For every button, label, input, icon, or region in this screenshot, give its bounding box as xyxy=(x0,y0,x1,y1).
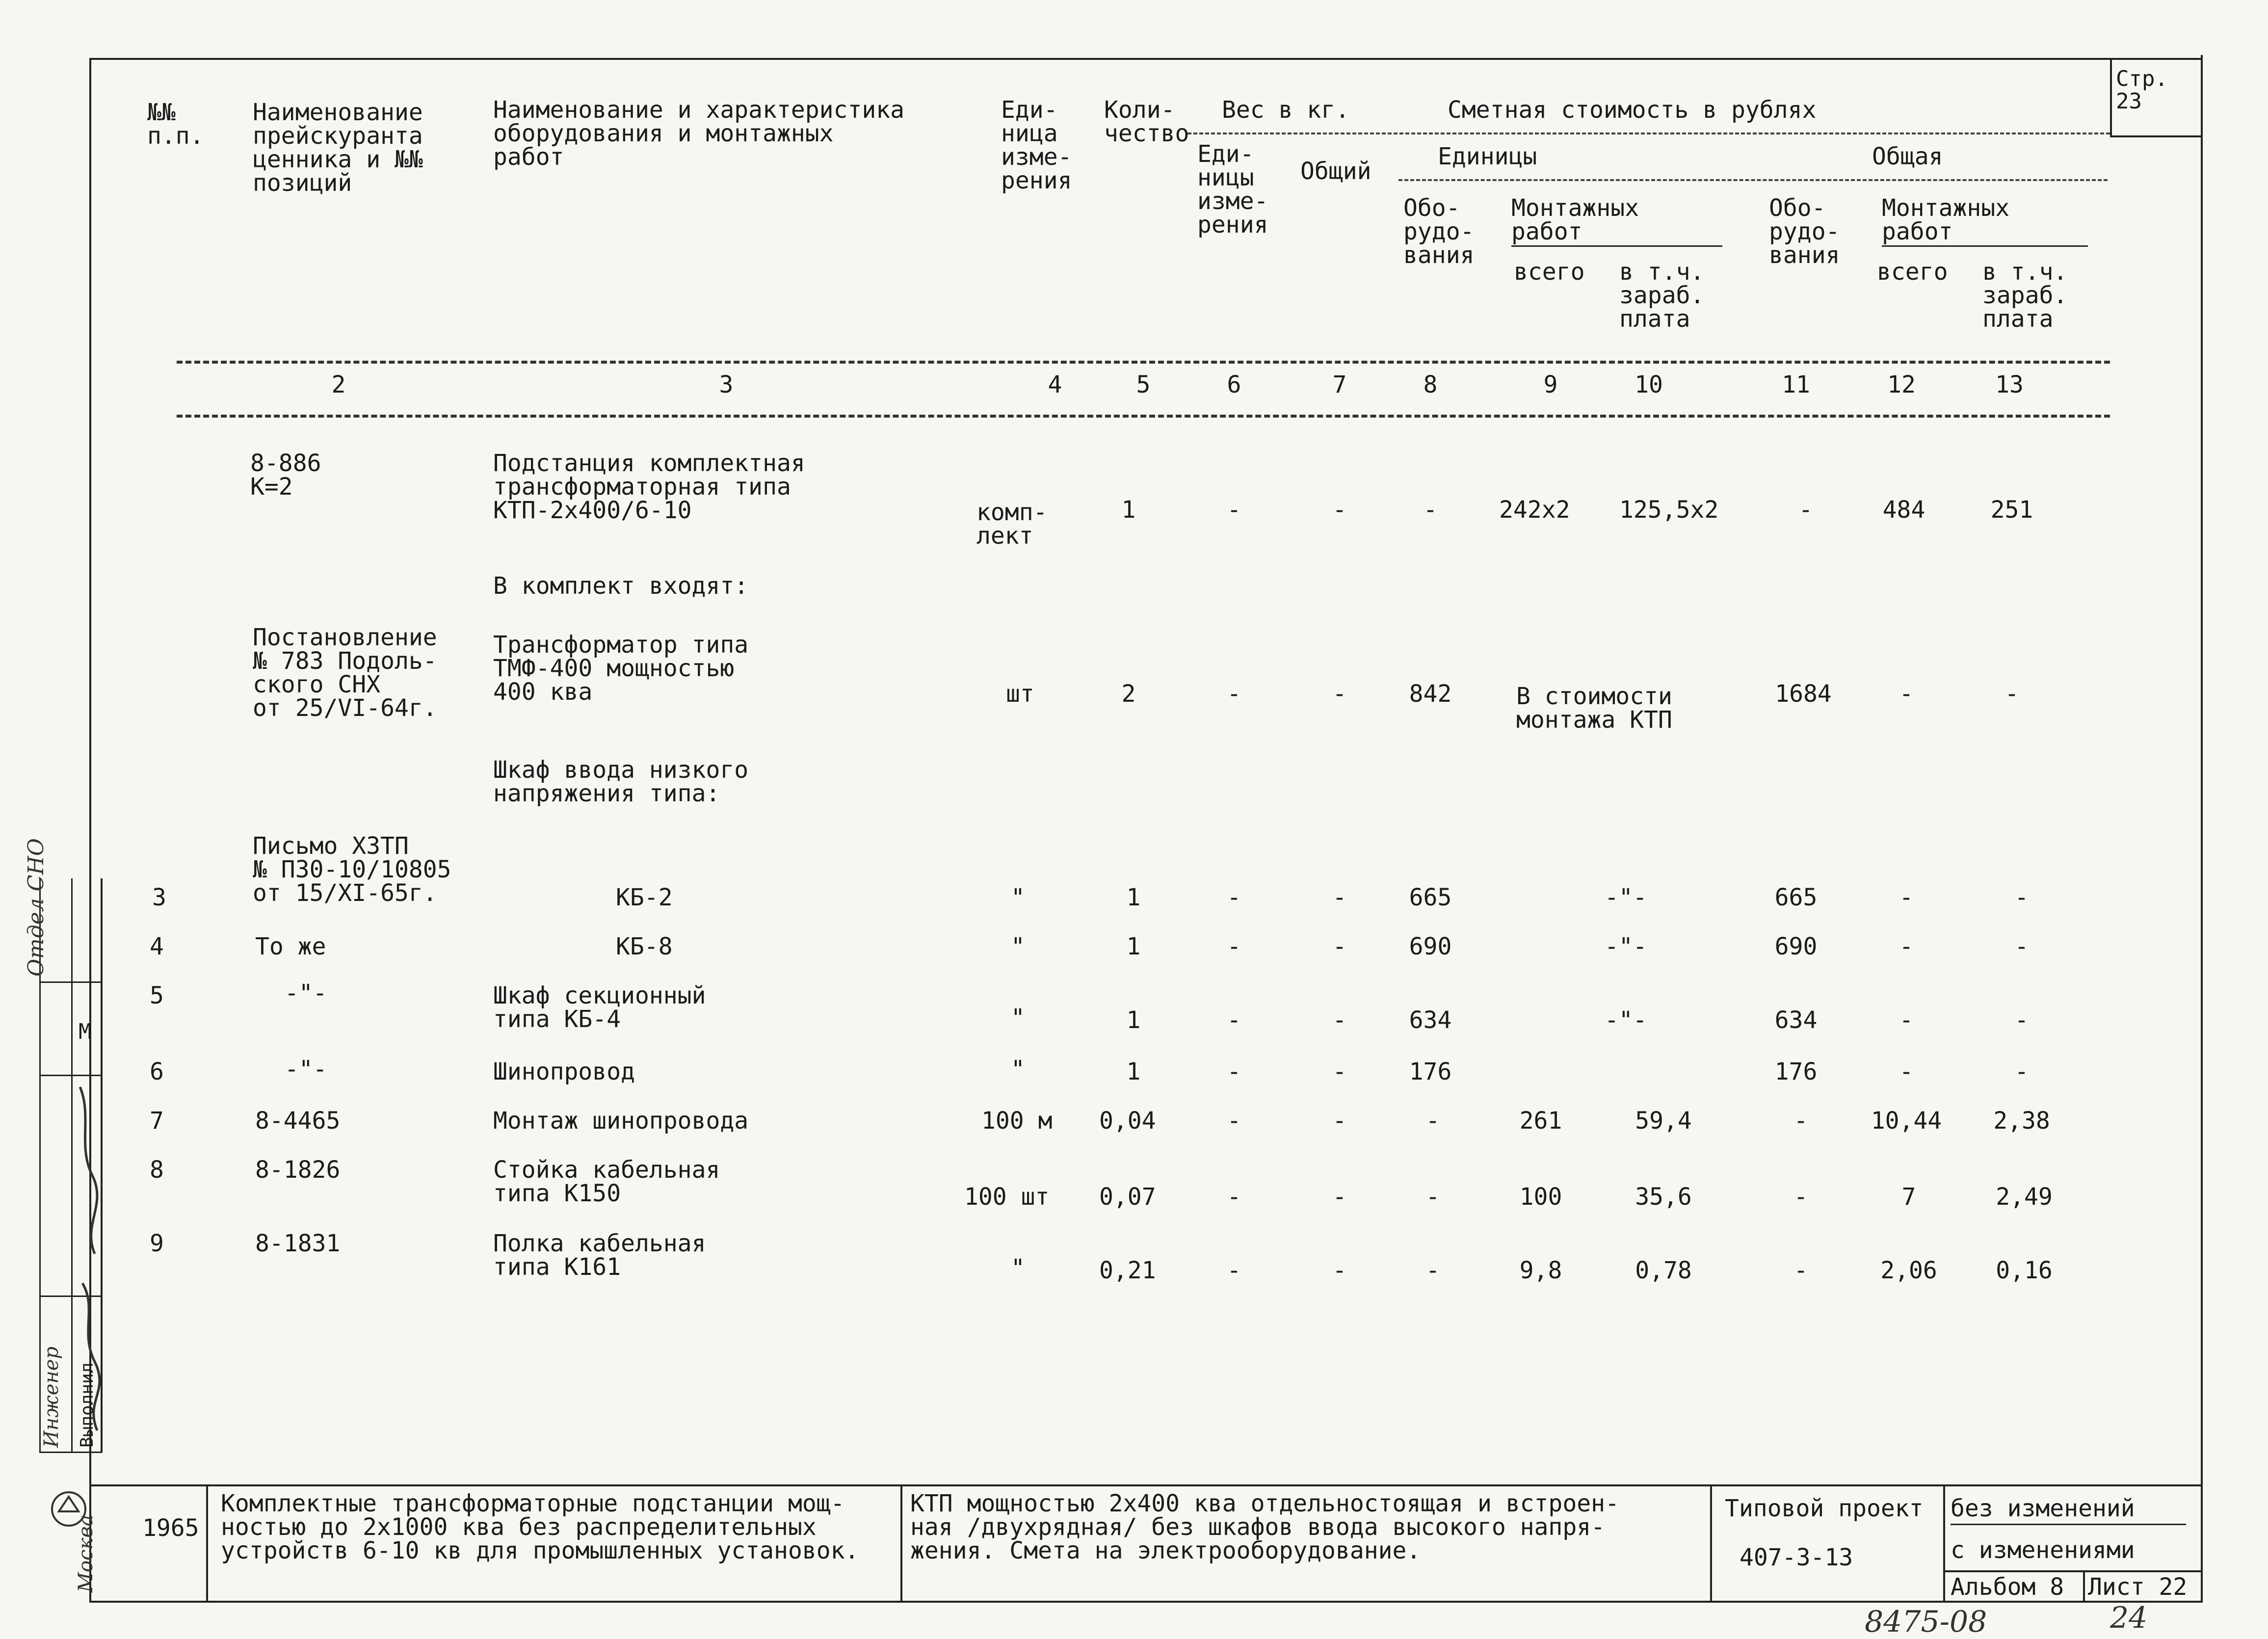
row-weight-unit: - xyxy=(1227,680,1241,708)
header-unit-montage-underline xyxy=(1511,245,1722,247)
row-total-equipment: - xyxy=(1793,1257,1808,1284)
footer-divider-album xyxy=(2083,1570,2085,1601)
footer-title: Комплектные трансформаторные подстанции мощ- ностью до 2х1000 ква без распределительных устройств 6-10 кв для промышленных установок. xyxy=(221,1490,859,1564)
row-total-equipment: 634 xyxy=(1774,1006,1818,1034)
col-number-6: 6 xyxy=(1227,371,1241,398)
row-code: -"- xyxy=(285,979,327,1007)
header-col-no: №№ п.п. xyxy=(147,99,204,150)
row-number: 3 xyxy=(152,884,166,911)
side-stamp-signatures xyxy=(73,1077,107,1450)
row-name: Трансформатор типа ТМФ-400 мощностью 400 ква xyxy=(493,631,749,706)
handwritten-page-number: 24 xyxy=(2110,1601,2148,1635)
row-weight-unit: - xyxy=(1227,1058,1241,1085)
row-unit: " xyxy=(1011,1004,1025,1031)
row-unit: " xyxy=(1011,884,1025,911)
row-unit-equipment: 665 xyxy=(1409,884,1452,911)
row-total-equipment: 690 xyxy=(1774,933,1818,960)
row-weight-unit: - xyxy=(1227,1006,1241,1034)
col-number-4: 4 xyxy=(1048,371,1062,398)
row-number: 8 xyxy=(150,1156,164,1184)
header-total-group: Общая xyxy=(1872,143,1943,170)
footer-album-line xyxy=(1943,1570,2203,1572)
header-weight-unit: Еди- ницы изме- рения xyxy=(1197,140,1268,238)
row-name: Шинопровод xyxy=(493,1058,635,1085)
row-unit: 100 шт xyxy=(964,1183,1050,1211)
footer-album: Альбом 8 xyxy=(1951,1573,2064,1601)
row-weight-unit: - xyxy=(1227,1183,1241,1211)
row-number: 5 xyxy=(150,982,164,1009)
header-total-montage: Монтажных работ xyxy=(1882,194,2010,245)
row-unit-montage-wages: 125,5х2 xyxy=(1619,496,1719,524)
row-code: 8-1831 xyxy=(255,1230,341,1257)
row-unit-equipment: 690 xyxy=(1409,933,1452,960)
row-total-equipment: 1684 xyxy=(1775,680,1832,708)
page-number: Стр. 23 xyxy=(2116,66,2168,114)
footer-no-changes-underline xyxy=(1951,1524,2186,1525)
row-weight-unit: - xyxy=(1227,496,1241,524)
footer-with-changes: с изменениями xyxy=(1951,1536,2135,1564)
header-dash-line-1 xyxy=(1187,132,2110,134)
row-weight-total: - xyxy=(1332,1107,1347,1135)
page-box-bottom xyxy=(2110,135,2203,137)
row-total-equipment: - xyxy=(1793,1183,1808,1211)
row-total-montage-wages: - xyxy=(2014,1006,2029,1034)
page-box-left xyxy=(2110,58,2112,135)
row-weight-total: - xyxy=(1332,680,1347,708)
header-total-montage-underline xyxy=(1882,245,2088,247)
side-stamp-name: Инженер xyxy=(40,1347,63,1448)
row-weight-unit: - xyxy=(1227,1107,1241,1135)
row-total-montage-wages: 2,38 xyxy=(1993,1107,2050,1135)
row-qty: 1 xyxy=(1126,1058,1141,1085)
header-total-wages: в т.ч. зараб. плата xyxy=(1982,258,2068,333)
row-unit: комп- лект xyxy=(976,499,1048,550)
header-total-all: всего xyxy=(1877,258,1948,286)
footer-divider-year xyxy=(206,1484,208,1602)
row-weight-unit: - xyxy=(1227,1257,1241,1284)
header-unit-montage: Монтажных работ xyxy=(1511,194,1639,245)
header-dash-line-2 xyxy=(1398,179,2108,181)
col-number-7: 7 xyxy=(1332,371,1347,398)
row-weight-total: - xyxy=(1332,496,1347,524)
row-code: -"- xyxy=(285,1056,327,1083)
row-total-montage-wages: 2,49 xyxy=(1996,1183,2053,1211)
row-weight-total: - xyxy=(1332,1058,1347,1085)
row-unit-montage-wages: -"- xyxy=(1605,1006,1647,1034)
row-code: Постановление № 783 Подоль- ского СНХ от 25/VI-64г. xyxy=(253,624,437,722)
col-number-13: 13 xyxy=(1995,371,2024,398)
row-total-montage-all: 2,06 xyxy=(1880,1257,1937,1284)
col-number-9: 9 xyxy=(1543,371,1558,398)
row-unit-montage-all: 100 xyxy=(1519,1183,1562,1211)
row-unit: 100 м xyxy=(981,1107,1053,1135)
footer-description: КТП мощностью 2х400 ква отдельностоящая и встроен- ная /двухрядная/ без шкафов ввода высокого напря- жения. Смета на электрооборудование. xyxy=(910,1490,1619,1564)
col-number-2: 2 xyxy=(331,371,346,398)
row-qty: 0,04 xyxy=(1099,1107,1156,1135)
row-weight-total: - xyxy=(1332,1257,1347,1284)
row-total-montage-all: - xyxy=(1899,884,1914,911)
header-weight-total: Общий xyxy=(1300,158,1371,185)
row-qty: 1 xyxy=(1121,496,1136,524)
row-total-montage-wages: - xyxy=(2014,1058,2029,1085)
header-separator-top xyxy=(177,361,2110,364)
row-unit-montage-all: 242х2 xyxy=(1499,496,1570,524)
side-stamp-row-4 xyxy=(39,1452,102,1453)
row-name: Монтаж шинопровода xyxy=(493,1107,749,1135)
row-qty: 0,21 xyxy=(1099,1257,1156,1284)
col-number-8: 8 xyxy=(1423,371,1438,398)
row-unit-montage-wages: -"- xyxy=(1605,884,1647,911)
row-number: 4 xyxy=(150,933,164,960)
row-total-montage-all: 10,44 xyxy=(1871,1107,1942,1135)
col-number-11: 11 xyxy=(1782,371,1810,398)
side-stamp-row-1 xyxy=(39,981,102,983)
row-unit: шт xyxy=(1006,680,1034,708)
row-name: КБ-8 xyxy=(616,933,673,960)
side-stamp-row-2 xyxy=(39,1075,102,1076)
row-total-montage-all: - xyxy=(1899,680,1914,708)
row-unit-equipment: 842 xyxy=(1409,680,1452,708)
row-name: Шкаф секционный типа КБ-4 xyxy=(493,982,706,1033)
footer-divider-desc xyxy=(1710,1484,1712,1602)
row-number: 9 xyxy=(150,1230,164,1257)
handwritten-archive-number: 8475-08 xyxy=(1865,1605,1987,1639)
row-name: Стойка кабельная типа К150 xyxy=(493,1156,720,1207)
row-unit: " xyxy=(1011,1056,1025,1083)
footer-sheet: Лист 22 xyxy=(2088,1573,2188,1601)
row-unit-montage-wages: -"- xyxy=(1605,933,1647,960)
row-unit-equipment: - xyxy=(1425,1257,1440,1284)
row-total-montage-wages: 0,16 xyxy=(1996,1257,2053,1284)
footer-divider-title xyxy=(900,1484,902,1602)
row-weight-total: - xyxy=(1332,1006,1347,1034)
row-total-montage-wages: - xyxy=(2014,884,2029,911)
row-unit-equipment: - xyxy=(1425,1107,1440,1135)
row-total-montage-wages: - xyxy=(2004,680,2019,708)
header-col-name: Наименование и характеристика оборудования и монтажных работ xyxy=(493,96,905,171)
row-total-montage-all: - xyxy=(1899,933,1914,960)
row-unit: " xyxy=(1011,933,1025,960)
side-stamp-m: М xyxy=(79,1019,92,1044)
footer-city: Москва xyxy=(75,1514,97,1592)
row-code: Письмо ХЗТП № П30-10/10805 от 15/XI-65г. xyxy=(253,832,451,907)
row-name: КБ-2 xyxy=(616,884,673,911)
frame-top-border xyxy=(89,58,2203,60)
row-qty: 1 xyxy=(1126,933,1141,960)
header-unit-equipment: Обо- рудо- вания xyxy=(1403,194,1475,269)
footer-year: 1965 xyxy=(142,1514,199,1542)
row-unit-montage-wages: 35,6 xyxy=(1635,1183,1692,1211)
row-unit-equipment: - xyxy=(1423,496,1438,524)
row-total-equipment: 665 xyxy=(1774,884,1818,911)
row-name: Шкаф ввода низкого напряжения типа: xyxy=(493,756,749,807)
footer-no-changes: без изменений xyxy=(1951,1495,2135,1522)
frame-right-border xyxy=(2201,55,2203,1602)
row-name: В комплект входят: xyxy=(493,572,749,600)
header-unit-wages: в т.ч. зараб. плата xyxy=(1619,258,1705,333)
row-qty: 0,07 xyxy=(1099,1183,1156,1211)
row-total-equipment: - xyxy=(1793,1107,1808,1135)
row-qty: 1 xyxy=(1126,884,1141,911)
row-unit-montage-all: 9,8 xyxy=(1519,1257,1562,1284)
row-total-montage-all: 484 xyxy=(1882,496,1925,524)
row-weight-total: - xyxy=(1332,1183,1347,1211)
row-weight-unit: - xyxy=(1227,933,1241,960)
row-unit-montage-all: 261 xyxy=(1519,1107,1562,1135)
row-name: Полка кабельная типа К161 xyxy=(493,1230,706,1281)
row-unit: " xyxy=(1011,1254,1025,1282)
header-col-qty: Коли- чество xyxy=(1104,96,1189,147)
col-number-3: 3 xyxy=(719,371,734,398)
header-cost-group: Сметная стоимость в рублях xyxy=(1448,96,1817,124)
header-unit-group: Единицы xyxy=(1438,143,1537,170)
row-number: 7 xyxy=(150,1107,164,1135)
header-col-unit: Еди- ница изме- рения xyxy=(1001,96,1072,194)
row-total-equipment: - xyxy=(1798,496,1813,524)
col-number-5: 5 xyxy=(1136,371,1151,398)
footer-project-number: 407-3-13 xyxy=(1740,1544,1853,1571)
row-total-montage-all: - xyxy=(1899,1006,1914,1034)
row-unit-montage-all: В стоимости монтажа КТП xyxy=(1516,683,1672,734)
header-separator-bottom xyxy=(177,415,2110,418)
row-total-equipment: 176 xyxy=(1774,1058,1818,1085)
row-weight-unit: - xyxy=(1227,884,1241,911)
row-total-montage-all: - xyxy=(1899,1058,1914,1085)
row-unit-montage-wages: 59,4 xyxy=(1635,1107,1692,1135)
col-number-10: 10 xyxy=(1635,371,1663,398)
row-number: 6 xyxy=(150,1058,164,1085)
header-col-pricelist: Наименование прейскуранта ценника и №№ позиций xyxy=(253,99,423,197)
header-unit-all: всего xyxy=(1514,258,1585,286)
row-qty: 1 xyxy=(1126,1006,1141,1034)
row-code: То же xyxy=(255,933,326,960)
footer-project-label: Типовой проект xyxy=(1725,1495,1924,1522)
footer-top-border xyxy=(89,1484,2203,1486)
row-unit-montage-wages: 0,78 xyxy=(1635,1257,1692,1284)
row-total-montage-wages: - xyxy=(2014,933,2029,960)
row-unit-equipment: 176 xyxy=(1409,1058,1452,1085)
row-code: 8-1826 xyxy=(255,1156,341,1184)
row-weight-total: - xyxy=(1332,884,1347,911)
header-total-equipment: Обо- рудо- вания xyxy=(1769,194,1840,269)
row-total-montage-all: 7 xyxy=(1901,1183,1916,1211)
row-weight-total: - xyxy=(1332,933,1347,960)
col-number-12: 12 xyxy=(1887,371,1916,398)
row-unit-equipment: 634 xyxy=(1409,1006,1452,1034)
header-weight-group: Вес в кг. xyxy=(1222,96,1350,124)
row-total-montage-wages: 251 xyxy=(1990,496,2033,524)
row-unit-equipment: - xyxy=(1425,1183,1440,1211)
row-qty: 2 xyxy=(1121,680,1136,708)
row-code: 8-886 К=2 xyxy=(250,449,321,501)
side-stamp-otdel: Отдел СНО xyxy=(24,838,49,977)
row-name: Подстанция комплектная трансформаторная типа КТП-2х400/6-10 xyxy=(493,449,805,524)
footer-divider-project xyxy=(1943,1484,1945,1602)
row-code: 8-4465 xyxy=(255,1107,341,1135)
frame-bottom-border xyxy=(89,1601,2203,1603)
side-stamp-label: Выполнил xyxy=(77,1362,97,1448)
